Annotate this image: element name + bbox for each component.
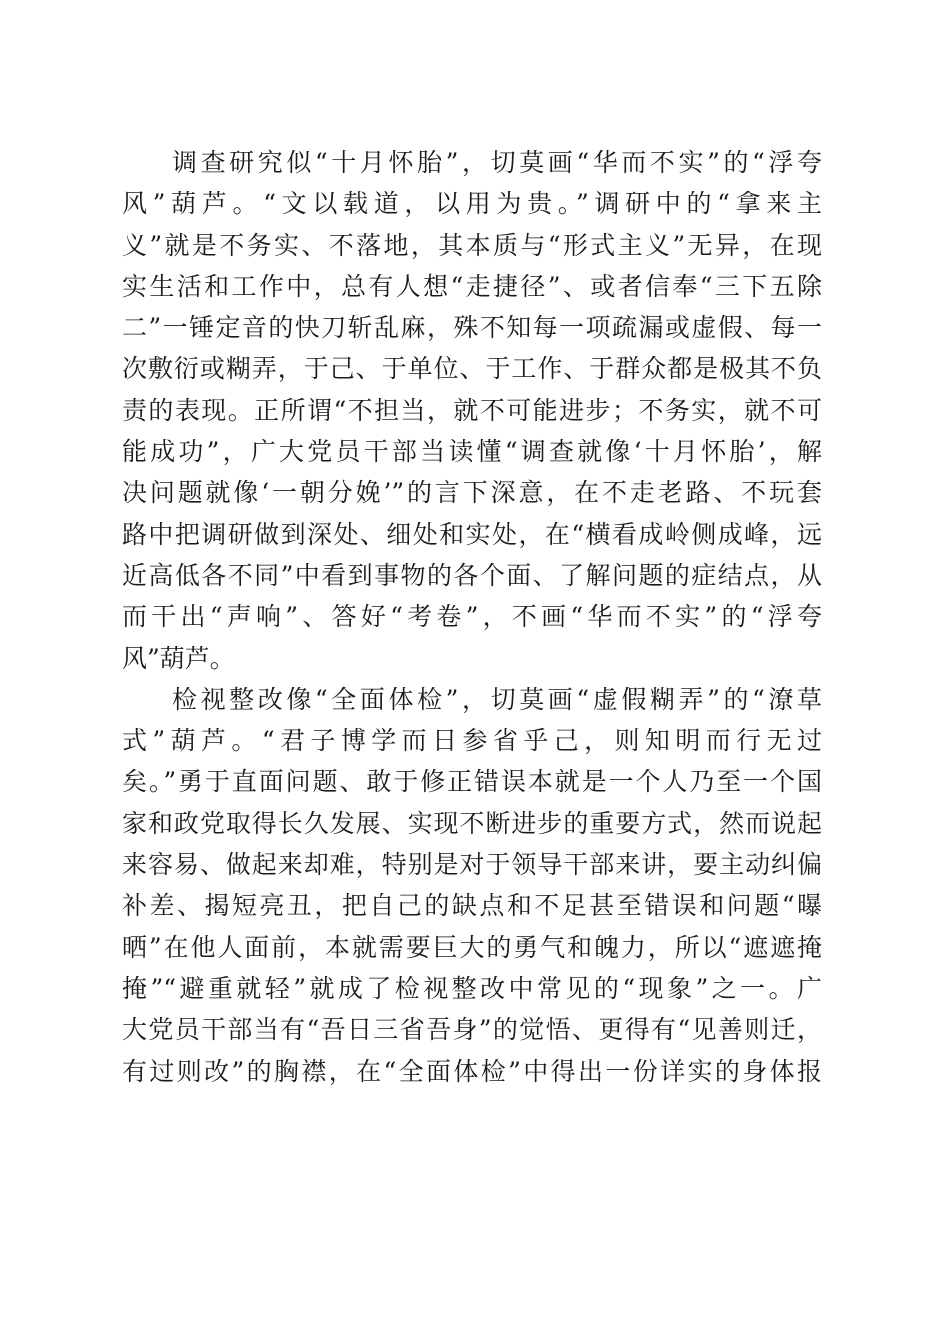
text-line: 而干出“声响”、答好“考卷”，不画“华而不实”的“浮夸 [122, 602, 822, 632]
text-line: 近高低各不同”中看到事物的各个面、了解问题的症结点，从 [122, 560, 822, 590]
text-line: 决问题就像‘一朝分娩’”的言下深意，在不走老路、不玩套 [122, 478, 822, 508]
text-line: 义”就是不务实、不落地，其本质与“形式主义”无异，在现 [122, 230, 822, 260]
text-line: 能成功”，广大党员干部当读懂“调查就像‘十月怀胎’，解 [122, 437, 822, 467]
text-line: 路中把调研做到深处、细处和实处，在“横看成岭侧成峰，远 [122, 519, 822, 549]
paragraph-research [122, 142, 822, 679]
document-body [122, 142, 822, 1092]
text-line: 检视整改像“全面体检”，切莫画“虚假糊弄”的“潦草 [172, 684, 822, 714]
text-line: 实生活和工作中，总有人想“走捷径”、或者信奉“三下五除 [122, 271, 822, 301]
text-line: 补差、揭短亮丑，把自己的缺点和不足甚至错误和问题“曝 [122, 891, 822, 921]
text-line: 调查研究似“十月怀胎”，切莫画“华而不实”的“浮夸 [172, 148, 822, 177]
text-line: 二”一锤定音的快刀斩乱麻，殊不知每一项疏漏或虚假、每一 [122, 313, 822, 343]
text-line: 来容易、做起来却难，特别是对于领导干部来讲，要主动纠偏 [122, 850, 822, 880]
text-line: 责的表现。正所谓“不担当，就不可能进步；不务实，就不可 [122, 395, 822, 425]
text-line: 家和政党取得长久发展、实现不断进步的重要方式，然而说起 [122, 808, 822, 838]
text-line: 大党员干部当有“吾日三省吾身”的觉悟、更得有“见善则迁， [122, 1015, 822, 1045]
text-line: 掩”“避重就轻”就成了检视整改中常见的“现象”之一。广 [122, 973, 822, 1003]
text-line: 式”葫芦。“君子博学而日参省乎己，则知明而行无过 [122, 726, 822, 756]
text-line: 晒”在他人面前，本就需要巨大的勇气和魄力，所以“遮遮掩 [122, 932, 822, 962]
text-line: 风”葫芦。“文以载道，以用为贵。”调研中的“拿来主 [122, 189, 822, 219]
text-line: 次敷衍或糊弄，于己、于单位、于工作、于群众都是极其不负 [122, 354, 822, 384]
text-line: 风”葫芦。 [122, 643, 235, 673]
text-line: 有过则改”的胸襟，在“全面体检”中得出一份详实的身体报 [122, 1056, 822, 1086]
paragraph-inspection [122, 679, 822, 1092]
text-line: 矣。”勇于直面问题、敢于修正错误本就是一个人乃至一个国 [122, 767, 822, 797]
